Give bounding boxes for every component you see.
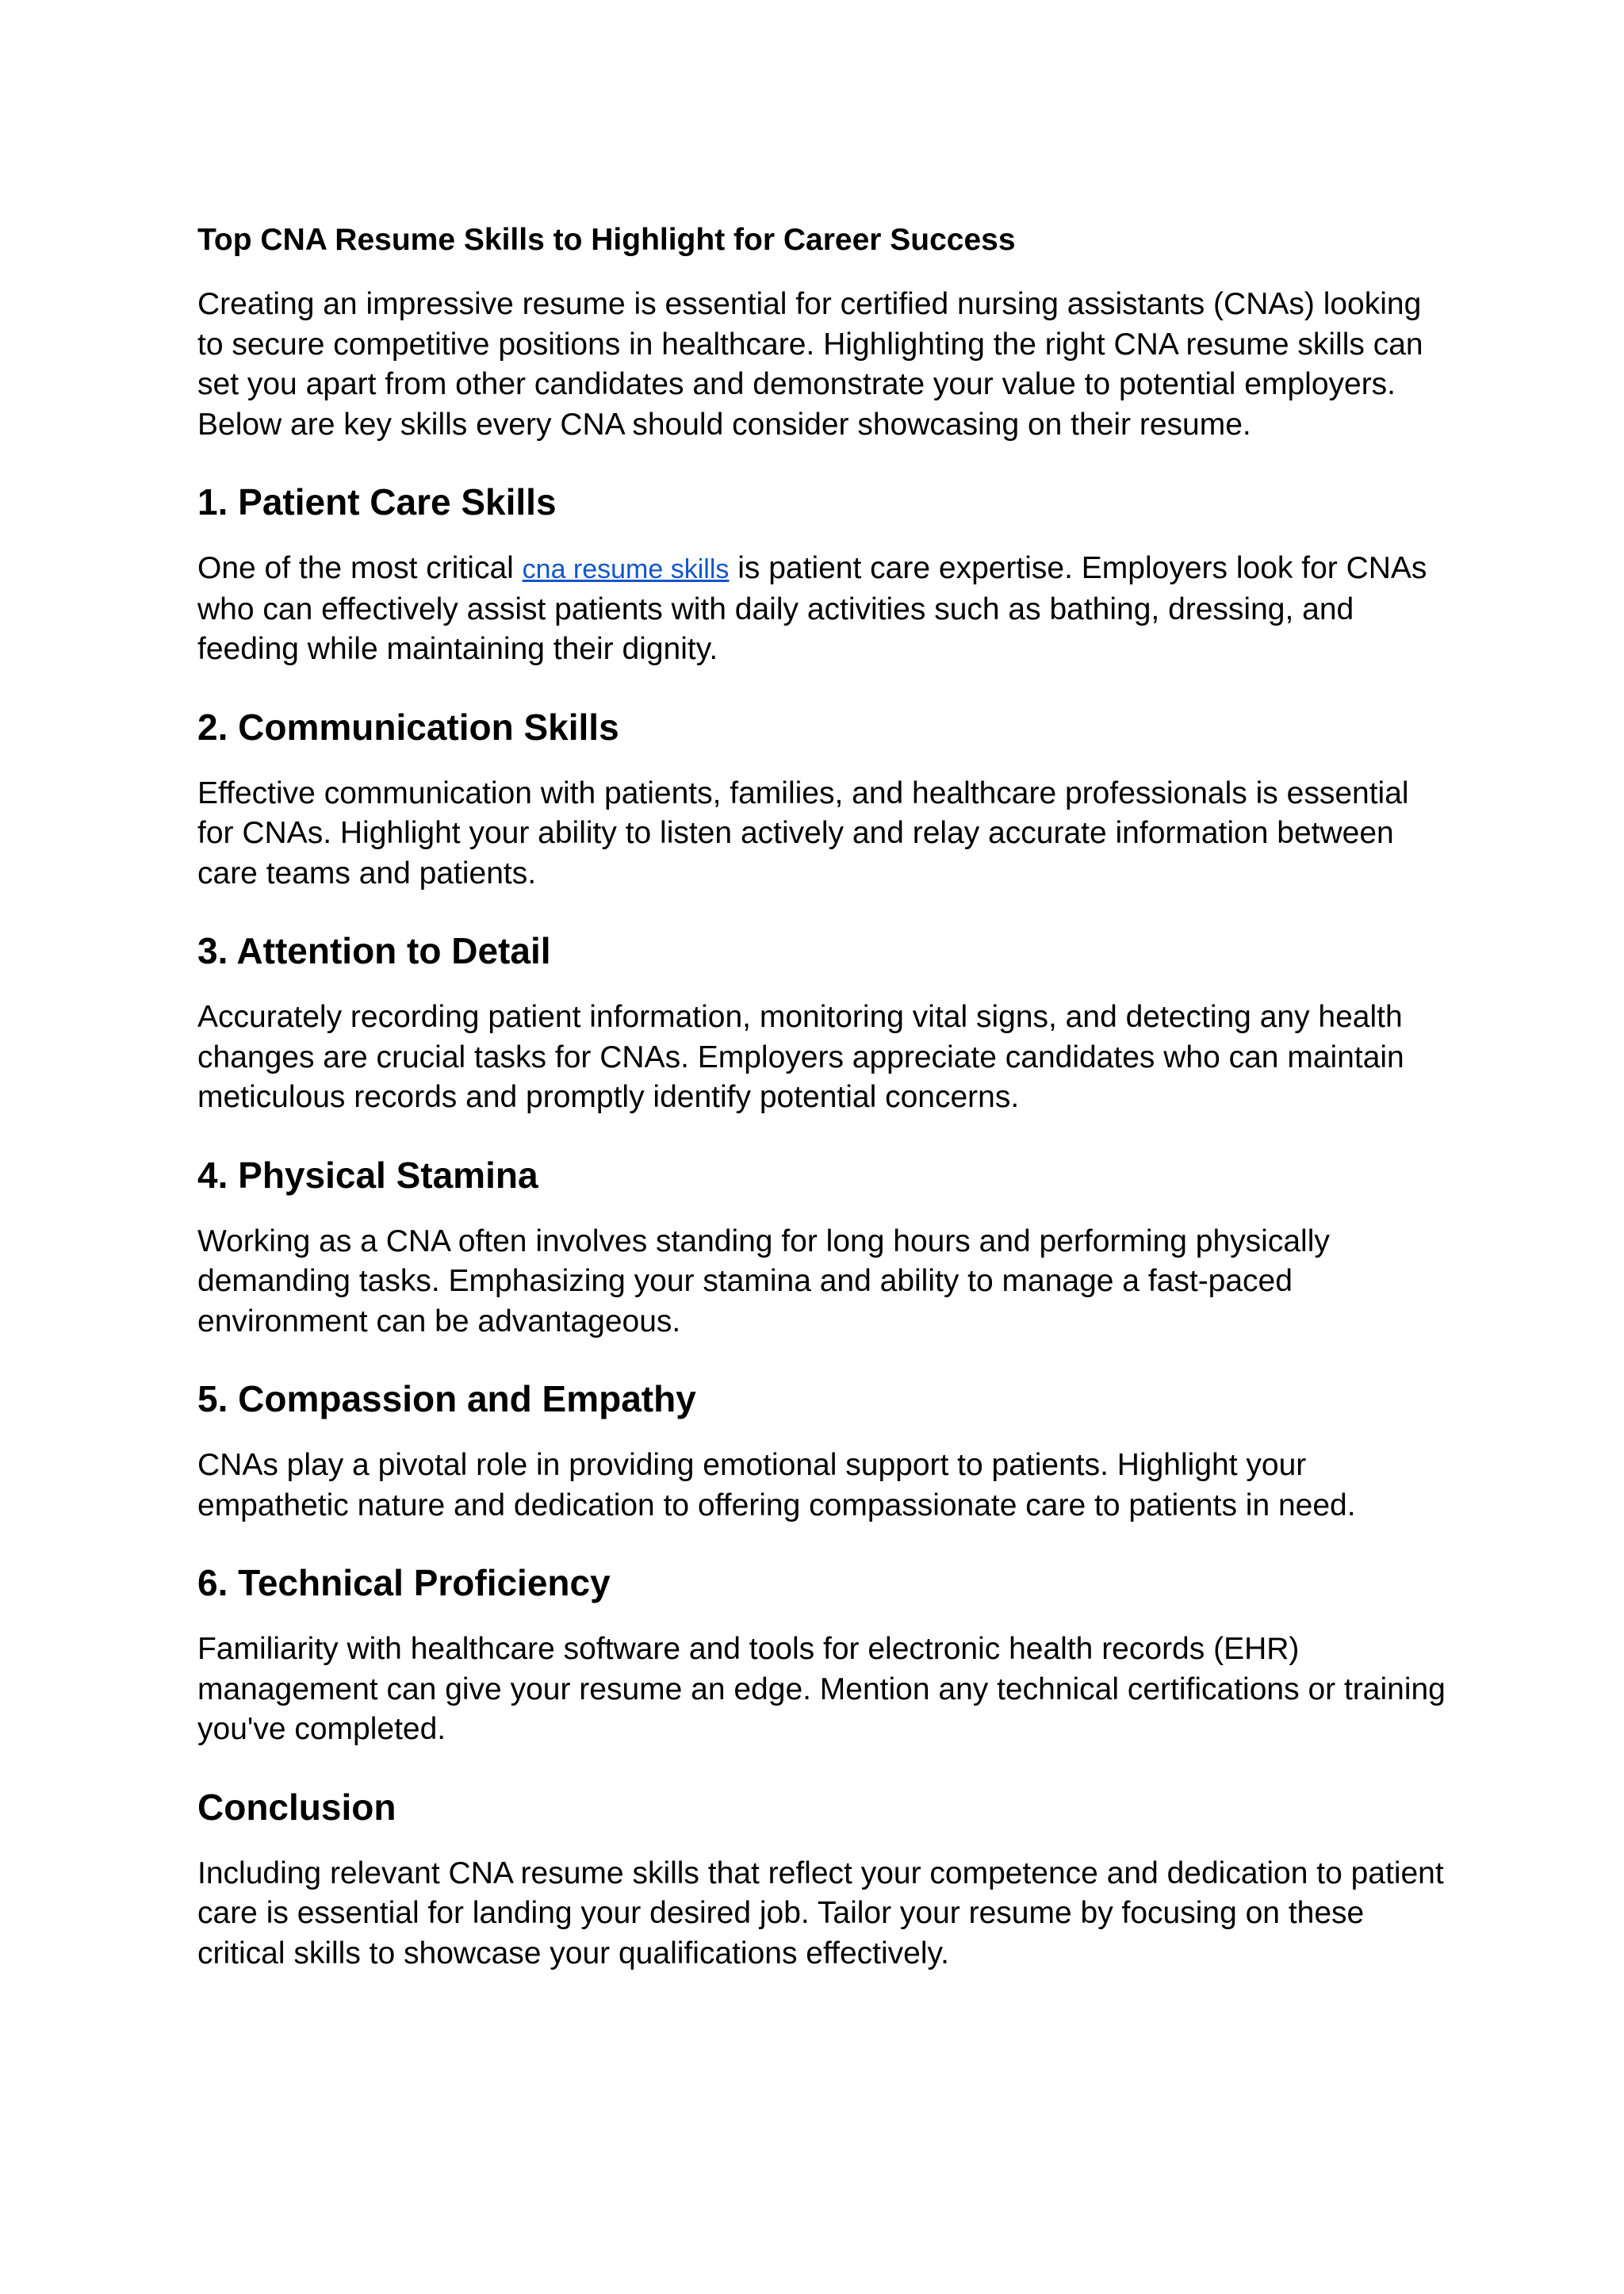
- document-title: Top CNA Resume Skills to Highlight for Career Success: [197, 223, 1016, 257]
- section-body-physical-stamina: Working as a CNA often involves standing for long hours and performing physically demanding tasks. Emphasizing your stamina and ability to manage a fast-paced environment can be advantageous.: [197, 1224, 1330, 1338]
- section-body-technical: Familiarity with healthcare software and tools for electronic health records (EHR) management can give your resume an edge. Mention any technical certifications or training you've completed.: [197, 1632, 1446, 1746]
- section-heading-patient-care: 1. Patient Care Skills: [197, 481, 557, 523]
- section-body-patient-care: [197, 549, 1450, 670]
- section-body-communication: Effective communication with patients, families, and healthcare professionals is essential for CNAs. Highlight your ability to listen actively and relay accurate information between care teams and patients.: [197, 776, 1409, 890]
- section-body-text-after-link: is patient care expertise. Employers look for CNAs who can effectively assist patients with daily activities such as bathing, dressing, and feeding while maintaining their dignity.: [197, 551, 1427, 666]
- section-heading-technical: 6. Technical Proficiency: [197, 1562, 611, 1603]
- section-body-conclusion: Including relevant CNA resume skills that reflect your competence and dedication to patient care is essential for landing your desired job. Tailor your resume by focusing on these critical skills to showcase your qualifications effectively.: [197, 1855, 1444, 1970]
- intro-paragraph: Creating an impressive resume is essential for certified nursing assistants (CNAs) looking to secure competitive positions in healthcare. Highlighting the right CNA resume skills can set you apart from other candidates and demonstrate your value to potential employers. Below are key skills every CNA should consider showcasing on their resume.: [197, 287, 1423, 442]
- section-heading-conclusion: Conclusion: [197, 1786, 396, 1828]
- section-body-text-before-link: One of the most critical: [197, 551, 523, 585]
- section-heading-attention-to-detail: 3. Attention to Detail: [197, 930, 551, 971]
- cna-resume-skills-link[interactable]: cna resume skills: [522, 554, 730, 584]
- section-heading-compassion: 5. Compassion and Empathy: [197, 1378, 696, 1419]
- section-body-compassion: CNAs play a pivotal role in providing emotional support to patients. Highlight your empathetic nature and dedication to offering compassionate care to patients in need.: [197, 1448, 1356, 1522]
- section-heading-communication: 2. Communication Skills: [197, 706, 619, 748]
- document-page: [197, 220, 1450, 1974]
- section-heading-physical-stamina: 4. Physical Stamina: [197, 1154, 538, 1196]
- section-body-attention-to-detail: Accurately recording patient information, monitoring vital signs, and detecting any health changes are crucial tasks for CNAs. Employers appreciate candidates who can maintain meticulous records and promptly identify potential concerns.: [197, 1000, 1404, 1114]
